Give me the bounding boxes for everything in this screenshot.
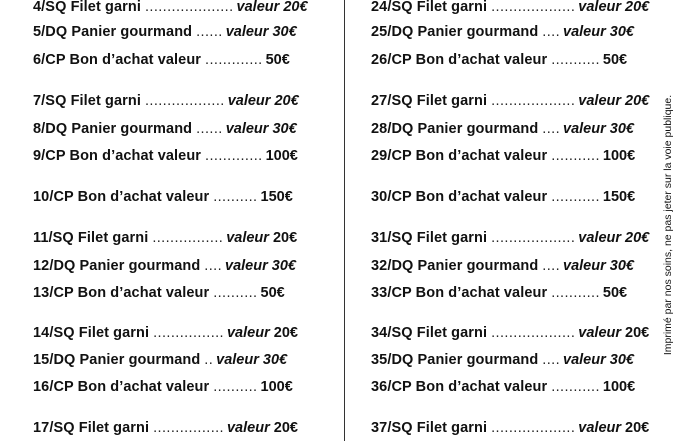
leader-dots: ................... xyxy=(491,0,576,15)
lot-label: 26/CP Bon d’achat valeur xyxy=(371,52,548,68)
lot-entry xyxy=(371,256,640,276)
lot-entry xyxy=(33,377,300,397)
leader-dots: .... xyxy=(542,258,560,274)
leader-dots: .......... xyxy=(213,285,258,301)
value-word: valeur xyxy=(227,93,271,109)
leader-dots: .... xyxy=(542,24,560,40)
value-word: valeur xyxy=(578,0,622,15)
value-word: valeur xyxy=(216,352,259,368)
lot-amount: 20€ xyxy=(625,325,650,341)
leader-dots: ................... xyxy=(491,230,576,246)
lot-entry xyxy=(371,0,650,17)
lot-label: 24/SQ Filet garni xyxy=(371,0,488,15)
lot-label: 15/DQ Panier gourmand xyxy=(33,352,201,368)
value-word: valeur xyxy=(226,325,270,341)
lot-label: 5/DQ Panier gourmand xyxy=(33,24,193,40)
leader-dots: ...... xyxy=(196,24,223,40)
leader-dots: .......... xyxy=(213,189,258,205)
lot-amount: 30€ xyxy=(272,24,297,40)
lot-label: 17/SQ Filet garni xyxy=(33,420,150,436)
lot-label: 4/SQ Filet garni xyxy=(33,0,141,15)
lot-amount: 20€ xyxy=(625,93,650,109)
lot-amount: 20€ xyxy=(283,0,308,15)
lot-label: 36/CP Bon d’achat valeur xyxy=(371,379,548,395)
lot-entry xyxy=(33,350,300,370)
value-word: valeur xyxy=(563,121,606,137)
lot-label: 16/CP Bon d’achat valeur xyxy=(33,379,210,395)
lot-amount: 20€ xyxy=(273,420,298,436)
leader-dots: ........... xyxy=(551,379,600,395)
leader-dots: ................ xyxy=(153,325,224,341)
lot-amount: 20€ xyxy=(273,325,298,341)
value-word: valeur xyxy=(563,24,606,40)
leader-dots: ................... xyxy=(491,325,576,341)
lot-amount: 50€ xyxy=(602,285,628,301)
lot-amount: 30€ xyxy=(609,352,634,368)
value-word: valeur xyxy=(563,258,606,274)
leader-dots: .................. xyxy=(144,93,225,109)
lot-label: 11/SQ Filet garni xyxy=(33,230,149,246)
lot-amount: 30€ xyxy=(262,352,288,368)
leader-dots: ................ xyxy=(153,420,224,436)
leader-dots: .... xyxy=(204,258,222,274)
leader-dots: .. xyxy=(204,352,214,368)
value-word: valeur xyxy=(578,420,622,436)
lot-label: 8/DQ Panier gourmand xyxy=(33,121,193,137)
lot-amount: 150€ xyxy=(602,189,636,205)
lot-entry xyxy=(371,119,640,139)
lot-entry xyxy=(371,323,650,343)
leader-dots: .... xyxy=(542,121,560,137)
value-word: valeur xyxy=(225,24,269,40)
lot-entry xyxy=(371,50,640,70)
lot-amount: 50€ xyxy=(602,52,628,68)
leader-dots: ........... xyxy=(551,189,600,205)
lot-label: 31/SQ Filet garni xyxy=(371,230,488,246)
lot-entry xyxy=(33,418,300,438)
lot-amount: 30€ xyxy=(271,258,296,274)
lot-amount: 20€ xyxy=(625,420,650,436)
lot-label: 14/SQ Filet garni xyxy=(33,325,150,341)
lot-entry xyxy=(33,256,300,276)
leader-dots: ................... xyxy=(491,93,576,109)
value-word: valeur xyxy=(578,230,622,246)
lot-label: 25/DQ Panier gourmand xyxy=(371,24,539,40)
lot-entry xyxy=(371,418,650,438)
lot-amount: 30€ xyxy=(609,258,634,274)
value-word: valeur xyxy=(578,325,622,341)
lot-entry xyxy=(371,228,650,248)
value-word: valeur xyxy=(578,93,622,109)
leader-dots: ............. xyxy=(205,52,263,68)
lot-label: 7/SQ Filet garni xyxy=(33,93,141,109)
lot-entry xyxy=(33,50,300,70)
lot-label: 30/CP Bon d’achat valeur xyxy=(371,189,548,205)
lot-entry xyxy=(371,283,640,303)
lot-label: 13/CP Bon d’achat valeur xyxy=(33,285,210,301)
lot-entry xyxy=(371,350,640,370)
lot-amount: 30€ xyxy=(272,121,297,137)
lot-entry xyxy=(371,187,640,207)
lot-entry xyxy=(33,228,300,248)
value-word: valeur xyxy=(225,121,269,137)
leader-dots: ............. xyxy=(205,148,263,164)
lot-label: 33/CP Bon d’achat valeur xyxy=(371,285,548,301)
lot-entry xyxy=(371,91,650,111)
value-word: valeur xyxy=(563,352,606,368)
lot-amount: 30€ xyxy=(609,24,634,40)
leader-dots: .................... xyxy=(144,0,234,15)
leader-dots: ........... xyxy=(551,285,600,301)
lot-amount: 100€ xyxy=(260,379,293,395)
lot-label: 35/DQ Panier gourmand xyxy=(371,352,539,368)
leader-dots: ................... xyxy=(491,420,576,436)
lot-amount: 100€ xyxy=(265,148,298,164)
lot-entry xyxy=(33,146,300,166)
lot-amount: 50€ xyxy=(265,52,290,68)
leader-dots: ................ xyxy=(152,230,224,246)
lot-label: 28/DQ Panier gourmand xyxy=(371,121,539,137)
lot-label: 27/SQ Filet garni xyxy=(371,93,488,109)
lot-label: 32/DQ Panier gourmand xyxy=(371,258,539,274)
leader-dots: ........... xyxy=(551,52,600,68)
lot-label: 37/SQ Filet garni xyxy=(371,420,488,436)
lot-amount: 100€ xyxy=(602,379,636,395)
lot-entry xyxy=(33,91,300,111)
lot-entry xyxy=(371,22,640,42)
print-notice: Imprimé par nos soins, ne pas jeter sur la voie publique. xyxy=(662,94,674,356)
value-word: valeur xyxy=(226,230,269,246)
value-word: valeur xyxy=(226,420,270,436)
lot-label: 29/CP Bon d’achat valeur xyxy=(371,148,548,164)
lot-entry xyxy=(33,187,300,207)
lot-amount: 20€ xyxy=(274,93,299,109)
lot-amount: 50€ xyxy=(260,285,285,301)
lot-label: 10/CP Bon d’achat valeur xyxy=(33,189,210,205)
lot-entry xyxy=(33,323,300,343)
value-word: valeur xyxy=(236,0,280,15)
lot-amount: 150€ xyxy=(260,189,293,205)
leader-dots: ...... xyxy=(196,121,223,137)
lot-entry xyxy=(371,377,640,397)
leader-dots: .... xyxy=(542,352,560,368)
column-divider xyxy=(344,0,345,441)
lot-label: 9/CP Bon d’achat valeur xyxy=(33,148,202,164)
lot-amount: 20€ xyxy=(625,0,650,15)
value-word: valeur xyxy=(225,258,268,274)
lot-amount: 30€ xyxy=(609,121,634,137)
lot-amount: 20€ xyxy=(272,230,298,246)
lot-label: 34/SQ Filet garni xyxy=(371,325,488,341)
lot-amount: 100€ xyxy=(602,148,636,164)
leader-dots: ........... xyxy=(551,148,600,164)
lot-entry xyxy=(33,22,300,42)
lot-label: 6/CP Bon d’achat valeur xyxy=(33,52,202,68)
lot-entry xyxy=(33,283,300,303)
lot-entry xyxy=(33,119,300,139)
lot-label: 12/DQ Panier gourmand xyxy=(33,258,201,274)
leader-dots: .......... xyxy=(213,379,258,395)
lot-amount: 20€ xyxy=(625,230,650,246)
lot-entry xyxy=(371,146,640,166)
lot-entry xyxy=(33,0,308,17)
